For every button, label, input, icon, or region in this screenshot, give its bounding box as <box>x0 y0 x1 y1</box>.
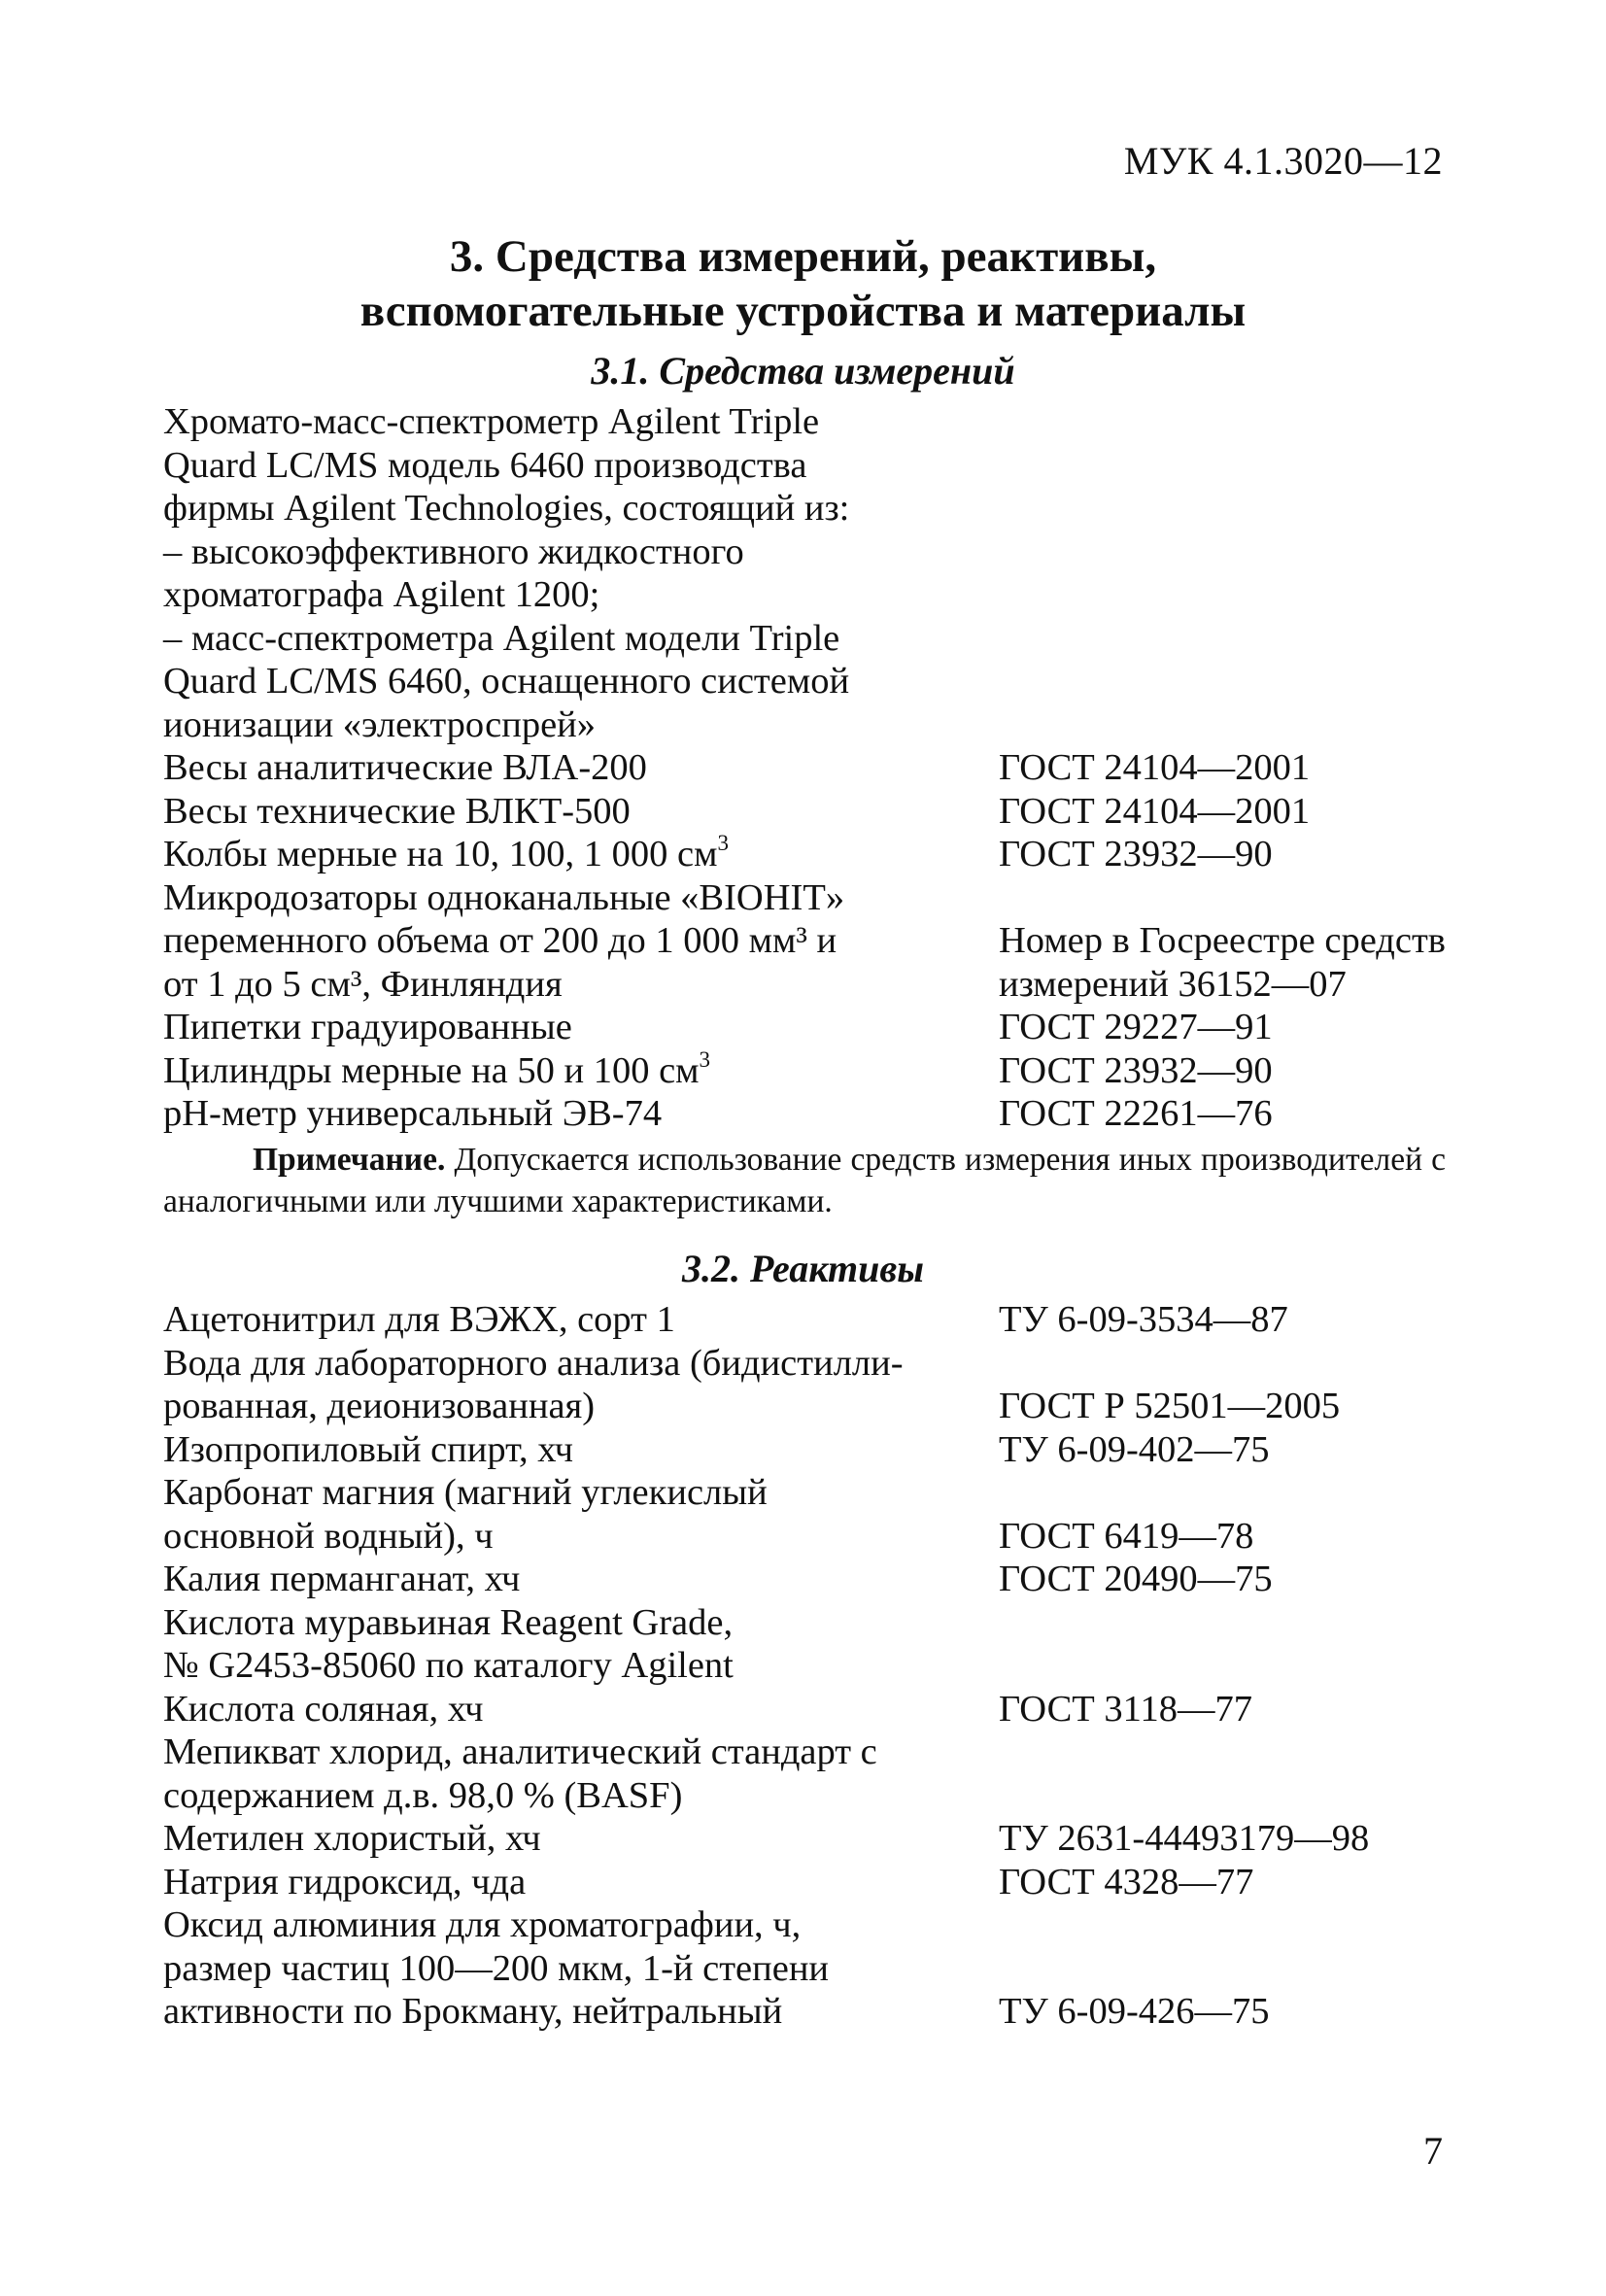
item-reference: ГОСТ 23932—90 <box>999 834 1273 874</box>
item-reference: ТУ 6-09-426—75 <box>999 1991 1270 2032</box>
item-name: Кислота соляная, хч <box>163 1688 484 1730</box>
item-name: Метилен хлористый, хч <box>163 1818 541 1859</box>
list-item <box>163 1601 1465 1688</box>
list-item <box>163 1092 1465 1136</box>
list-item <box>163 790 1465 834</box>
list-item <box>163 400 1465 746</box>
list-item <box>163 1731 1465 1817</box>
item-reference: ТУ 6-09-402—75 <box>999 1428 1270 1470</box>
item-reference: ГОСТ 23932—90 <box>999 1049 1273 1091</box>
list-item <box>163 1045 1465 1093</box>
list-item <box>163 1006 1465 1049</box>
item-name: Ацетонитрил для ВЭЖХ, сорт 1 <box>163 1299 675 1340</box>
note-paragraph <box>163 1139 1446 1222</box>
list-item <box>163 1558 1465 1601</box>
item-reference: ГОСТ 24104—2001 <box>999 790 1311 832</box>
item-name: Мепикват хлорид, аналитический стандарт с содержанием д.в. 98,0 % (BASF) <box>163 1731 877 1816</box>
list-item <box>163 1688 1465 1731</box>
note-label: Примечание. <box>253 1142 446 1178</box>
item-reference: ГОСТ 6419—78 <box>999 1515 1254 1557</box>
list-item <box>163 1298 1465 1342</box>
subsection-title-reagents: 3.2. Реактивы <box>682 1247 924 1290</box>
measuring-instruments-list <box>163 400 1465 1136</box>
item-name: Калия перманганат, хч <box>163 1559 521 1599</box>
item-name: Колбы мерные на 10, 100, 1 000 $см^3$ <box>163 829 729 874</box>
section-title <box>0 229 1606 338</box>
item-reference: ГОСТ 4328—77 <box>999 1861 1254 1902</box>
item-name: Вода для лабораторного анализа (бидистилли- рованная, деионизованная) <box>163 1342 904 1426</box>
note-text: Допускается использование средств измерения иных производителей с аналогичными или лучшими характеристиками. <box>163 1142 1446 1219</box>
list-item <box>163 1471 1465 1558</box>
item-name: Хромато-масс-спектрометр Agilent Triple Quard LC/MS модель 6460 производства фирмы Agilent Technologies, состоящий из: – высокоэффективного жидкостного хроматографа Agilent 1200; – масс-спектрометра Agilent модели Triple Quard LC/MS 6460, оснащенного системой ионизации «электроспрей» <box>163 401 850 745</box>
section-title-line: 3. Средства измерений, реактивы, <box>449 231 1157 282</box>
item-name: Оксид алюминия для хроматографии, ч, размер частиц 100—200 мкм, 1-й степени активности по Брокману, нейтральный <box>163 1904 830 2032</box>
item-reference: ГОСТ Р 52501—2005 <box>999 1386 1341 1426</box>
item-reference: ТУ 2631-44493179—98 <box>999 1818 1370 1859</box>
item-reference: Номер в Госреестре средств измерений 36152—07 <box>999 920 1446 1005</box>
item-name: Весы технические ВЛКТ-500 <box>163 790 631 832</box>
subsection-title-measuring-instruments: 3.1. Средства измерений <box>591 349 1015 393</box>
list-item <box>163 746 1465 790</box>
item-name: Изопропиловый спирт, хч <box>163 1428 573 1470</box>
list-item <box>163 1903 1465 2034</box>
item-name: Весы аналитические ВЛА-200 <box>163 747 647 788</box>
reagents-list <box>163 1298 1465 2034</box>
item-name: Микродозаторы одноканальные «BIOHIT» переменного объема от 200 до 1 000 мм³ и от 1 до 5 см³, Финляндия <box>163 876 845 1005</box>
item-name: Кислота муравьиная Reagent Grade, № G2453-85060 по каталогу Agilent <box>163 1601 734 1686</box>
item-name: Натрия гидроксид, чда <box>163 1861 527 1902</box>
item-reference: ГОСТ 20490—75 <box>999 1559 1273 1599</box>
item-reference: ГОСТ 29227—91 <box>999 1007 1273 1047</box>
item-name: Карбонат магния (магний углекислый основной водный), ч <box>163 1472 768 1557</box>
document-code: МУК 4.1.3020—12 <box>1123 139 1443 183</box>
list-item <box>163 1428 1465 1472</box>
item-name: Пипетки градуированные <box>163 1007 572 1047</box>
list-item <box>163 876 1465 1007</box>
item-reference: ТУ 6-09-3534—87 <box>999 1299 1288 1340</box>
section-title-line: вспомогательные устройства и материалы <box>359 286 1247 336</box>
item-reference: ГОСТ 3118—77 <box>999 1688 1252 1730</box>
page-number: 7 <box>1423 2129 1443 2173</box>
list-item <box>163 1342 1465 1428</box>
item-name: Цилиндры мерные на 50 и 100 $см^3$ <box>163 1045 711 1091</box>
item-reference: ГОСТ 24104—2001 <box>999 747 1311 788</box>
list-item <box>163 829 1465 876</box>
item-reference: ГОСТ 22261—76 <box>999 1093 1273 1134</box>
list-item <box>163 1861 1465 1904</box>
item-name: pH-метр универсальный ЭВ-74 <box>163 1093 663 1134</box>
list-item <box>163 1817 1465 1861</box>
